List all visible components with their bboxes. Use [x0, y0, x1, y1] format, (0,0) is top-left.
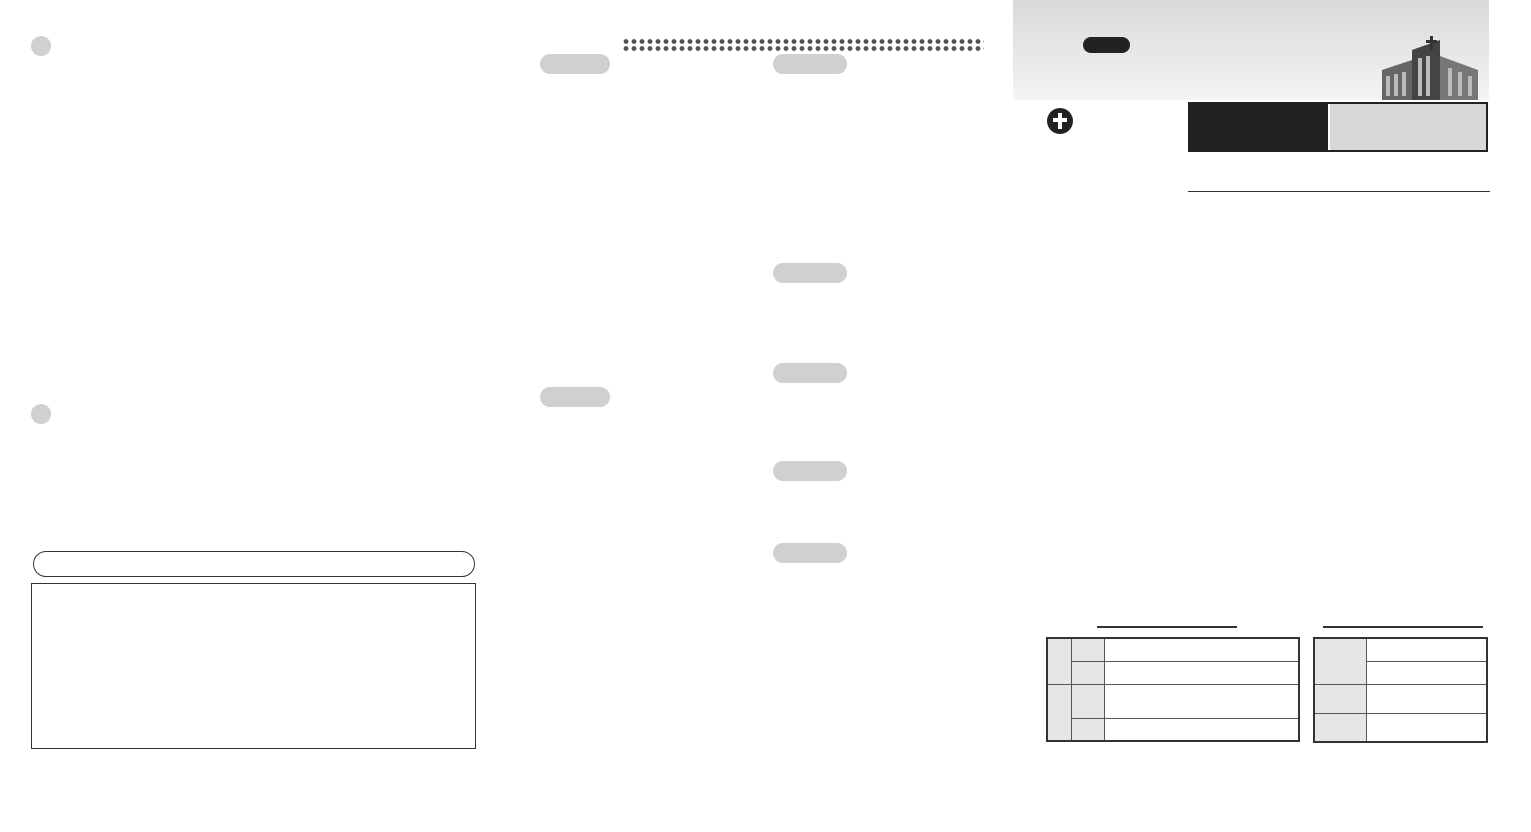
choir1-row	[36, 721, 62, 733]
church-logo-icon	[1047, 108, 1073, 134]
life-title	[773, 461, 847, 481]
next-prayer-title	[1323, 604, 1483, 628]
svc-part1-guide	[1104, 638, 1299, 661]
next-evening-label	[1314, 684, 1366, 713]
choir2-row	[36, 734, 62, 746]
meeting-title	[773, 263, 847, 283]
svc-guide-label	[1071, 638, 1104, 661]
service-divider	[1188, 191, 1490, 192]
svc-part1-label	[1047, 638, 1071, 684]
svc-offering-label	[1071, 661, 1104, 684]
svc-committee-title	[1097, 604, 1237, 628]
org-title	[540, 387, 610, 407]
member-title	[773, 363, 847, 383]
servants-title	[33, 551, 475, 577]
next-prayer-table	[1313, 637, 1488, 743]
svc-part1-offering	[1104, 661, 1299, 684]
next-day-2	[1366, 661, 1487, 684]
service-title-dark	[1190, 104, 1328, 150]
next-wed	[1366, 713, 1487, 742]
news-title-dots	[622, 38, 984, 52]
svc-committee-table	[1046, 637, 1300, 742]
next-wed-label	[1314, 713, 1366, 742]
zone-offering-title	[31, 36, 51, 56]
svc-part2-label	[1047, 684, 1071, 741]
svc-guide-label-2	[1071, 684, 1104, 718]
service-subtitle	[1330, 104, 1486, 150]
mission-title	[31, 404, 51, 424]
worship-title	[540, 54, 610, 74]
next-day-1	[1366, 638, 1487, 661]
svc-part2-offering	[1104, 718, 1299, 741]
servants-box	[31, 583, 476, 749]
meeting-news	[773, 289, 985, 306]
church-building-image	[1378, 36, 1488, 100]
next-evening	[1366, 684, 1487, 713]
svc-offering-label-2	[1071, 718, 1104, 741]
next-day-label	[1314, 638, 1366, 684]
year-badge	[1083, 37, 1130, 53]
presbytery-title	[773, 543, 847, 563]
guide-title	[773, 54, 847, 74]
